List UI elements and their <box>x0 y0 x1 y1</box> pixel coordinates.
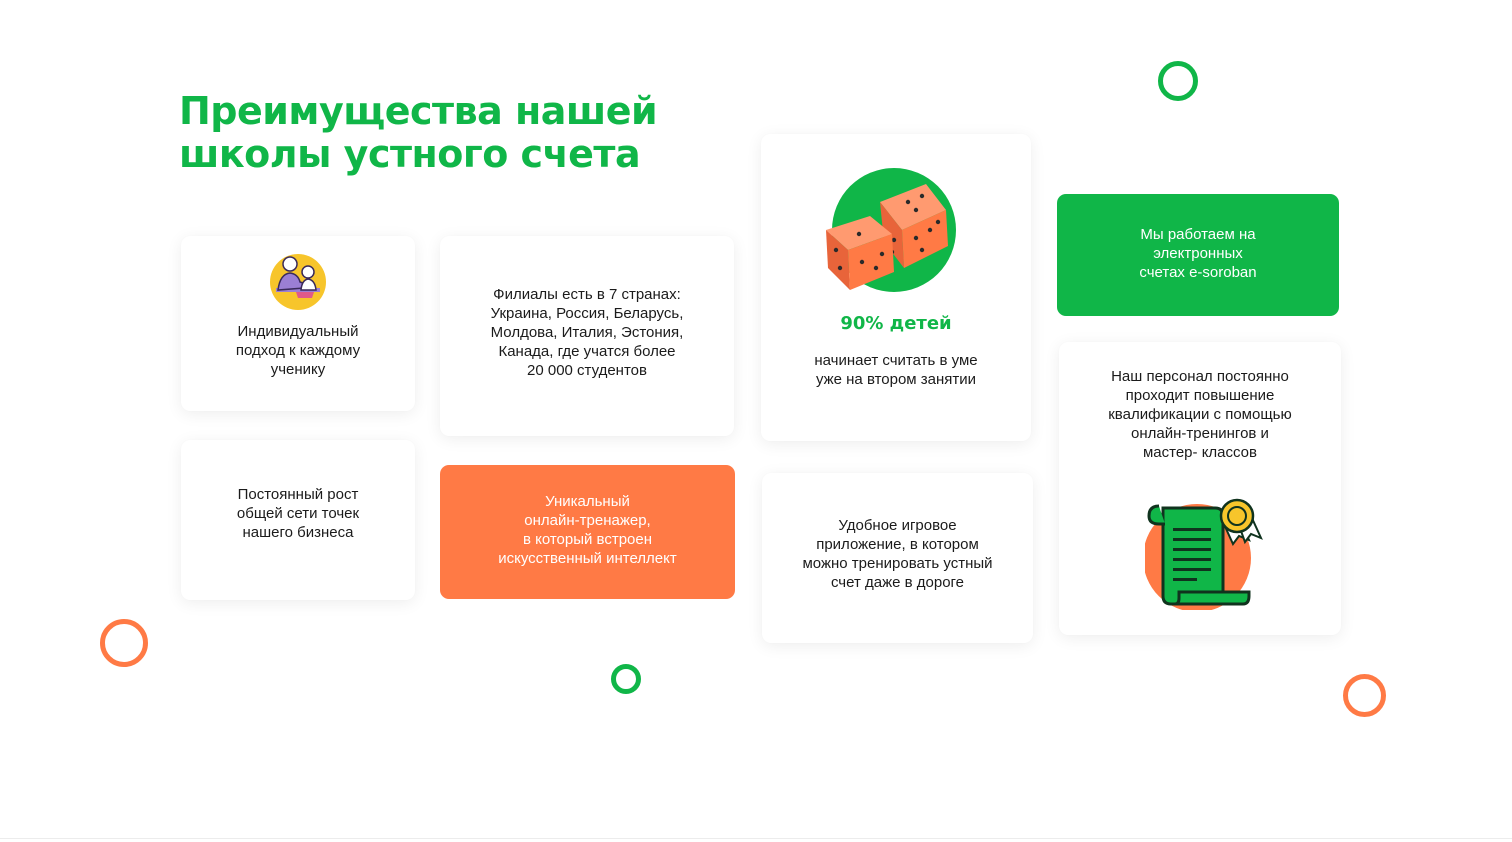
card-growth-text: Постоянный рост общей сети точек нашего бизнеса <box>236 485 360 541</box>
card-individual-text: Индивидуальный подход к каждому ученику <box>235 323 361 378</box>
teacher-student-icon <box>268 252 328 312</box>
card-staff-text: Наш персонал постоянно проходит повышение квалификации с помощью онлайн-тренингов и мастер- классов <box>1108 368 1292 461</box>
card-trainer-text: Уникальный онлайн-тренажер, в который встроен искусственный интеллект <box>498 493 677 567</box>
bottom-divider <box>0 838 1512 839</box>
certificate-icon <box>1145 498 1265 610</box>
stat-value: 90% детей <box>840 313 952 334</box>
card-stat <box>761 134 1031 441</box>
decor-ring-orange-left <box>100 619 148 667</box>
card-app <box>762 473 1033 643</box>
card-staff <box>1059 342 1341 635</box>
card-growth <box>181 440 415 600</box>
card-stat-text: начинает считать в уме уже на втором занятии <box>814 352 978 388</box>
decor-ring-green-large <box>1158 61 1198 101</box>
card-soroban-text: Мы работаем на электронных счетах e-soroban <box>1139 225 1257 281</box>
card-soroban <box>1057 194 1339 316</box>
page-title: Преимущества нашей школы устного счета <box>179 89 658 176</box>
card-app-text: Удобное игровое приложение, в котором можно тренировать устный счет даже в дороге <box>802 517 993 591</box>
card-branches <box>440 236 734 436</box>
dice-icon <box>822 164 970 296</box>
decor-ring-orange-right <box>1343 674 1386 717</box>
card-branches-text: Филиалы есть в 7 странах: Украина, Россия, Беларусь, Молдова, Италия, Эстония, Канада, где учатся более 20 000 студентов <box>490 285 684 379</box>
card-trainer <box>440 465 735 599</box>
decor-ring-green-small <box>611 664 641 694</box>
card-individual-approach <box>181 236 415 411</box>
